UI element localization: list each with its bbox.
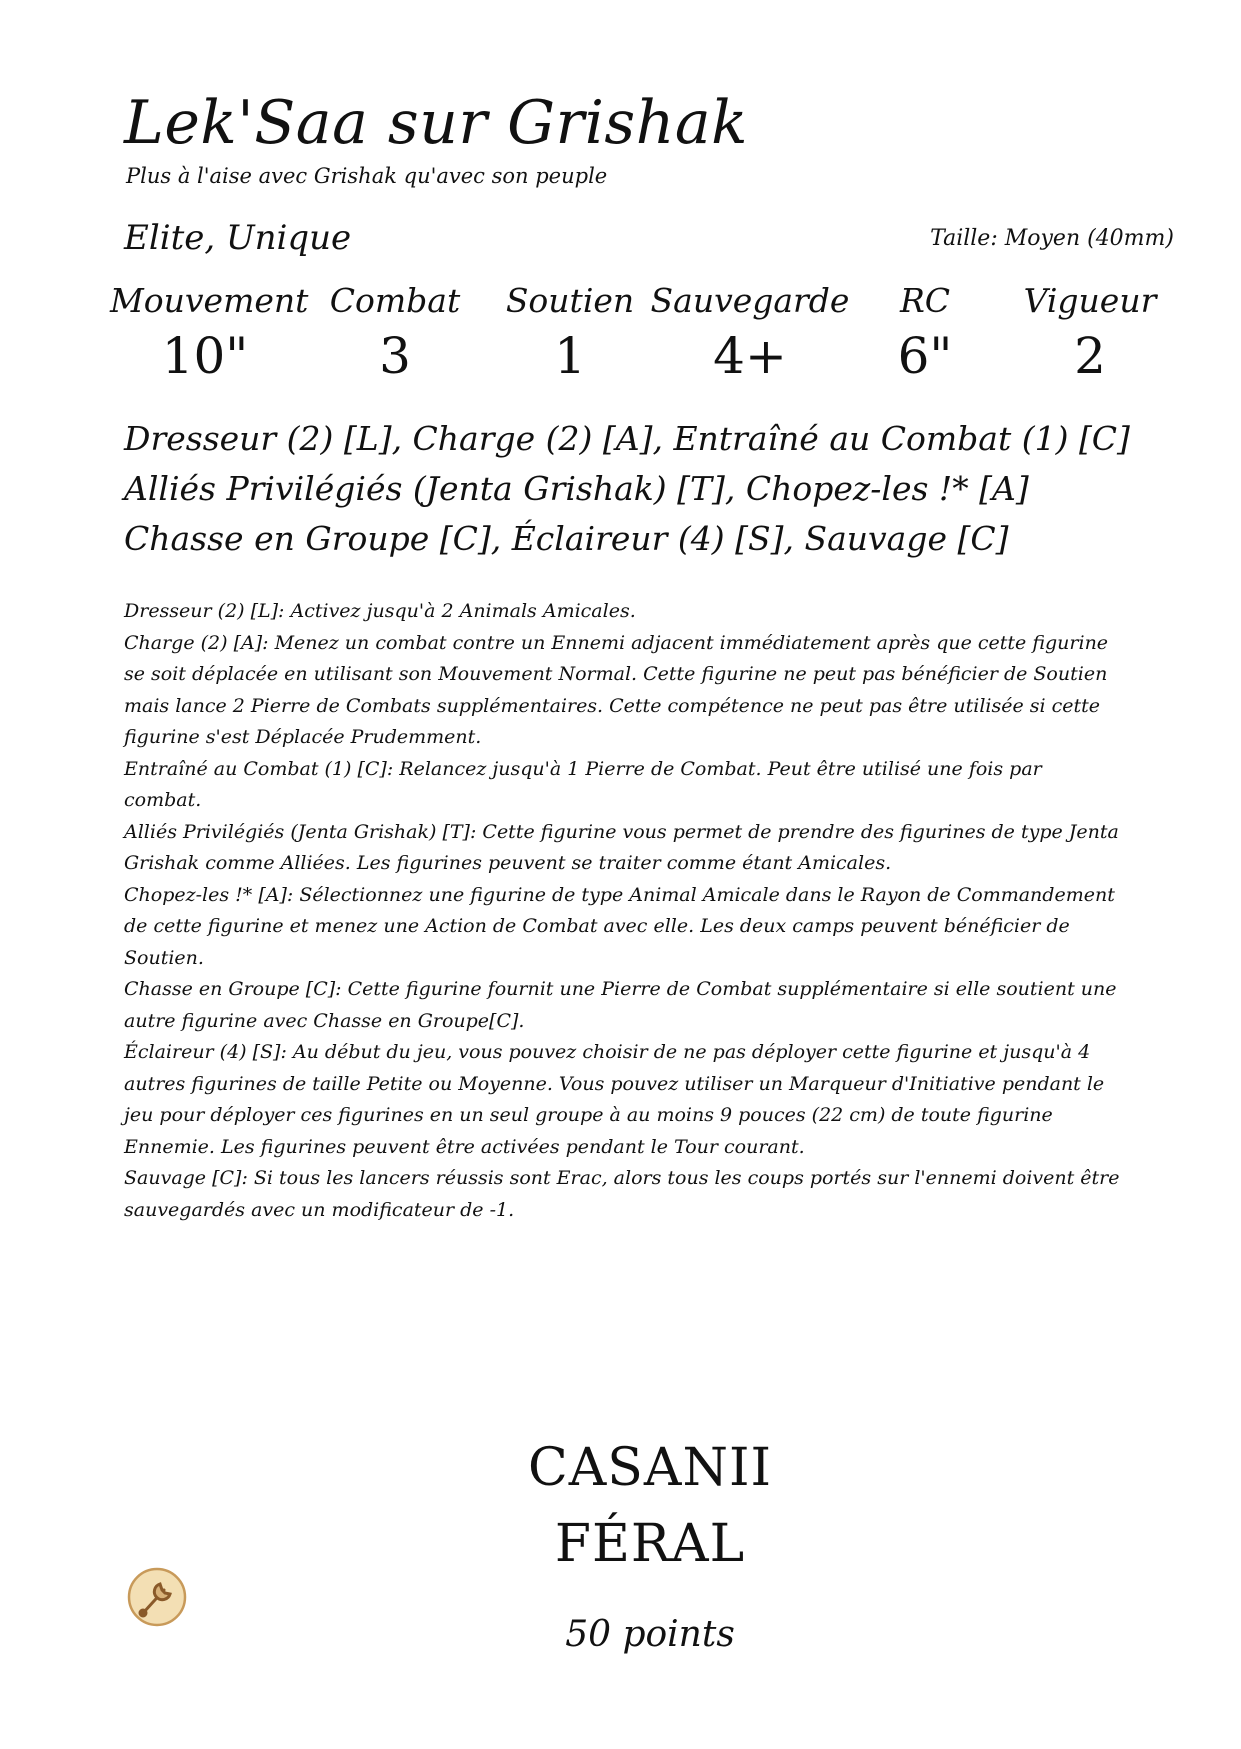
ability-description: Sauvage [C]: Si tous les lancers réussis sont Erac, alors tous les coups portés sur l'ennemi doivent être sauvegardés avec un modificateur de -1.	[124, 1167, 1120, 1221]
unit-size: Taille: Moyen (40mm)	[930, 226, 1174, 251]
ability-descriptions	[124, 596, 1124, 1226]
ability-line: Alliés Privilégiés (Jenta Grishak) [T], Chopez-les !* [A]	[124, 469, 1029, 508]
stat-value: 2	[1074, 327, 1106, 385]
ability-line: Dresseur (2) [L], Charge (2) [A], Entraîné au Combat (1) [C]	[124, 419, 1130, 458]
stat-value: 3	[379, 327, 411, 385]
unit-rank: Elite, Unique	[124, 218, 352, 258]
stat-value: 6"	[897, 327, 953, 385]
faction-line: FÉRAL	[554, 1514, 746, 1574]
faction-name	[440, 1430, 860, 1582]
stat-label: Vigueur	[1023, 281, 1157, 320]
ability-description: Chopez-les !* [A]: Sélectionnez une figurine de type Animal Amicale dans le Rayon de Commandement de cette figurine et menez une Action de Combat avec elle. Les deux camps peuvent bénéficier de Soutien.	[124, 883, 1115, 969]
stat-value: 10"	[161, 327, 249, 385]
stat-value: 4+	[713, 327, 787, 385]
stat-label: Mouvement	[110, 281, 309, 320]
stat-label: RC	[899, 281, 951, 320]
stat-support	[495, 278, 645, 388]
ability-line: Chasse en Groupe [C], Éclaireur (4) [S], Sauvage [C]	[124, 519, 1009, 558]
stat-block	[110, 278, 1170, 388]
unit-subtitle: Plus à l'aise avec Grishak qu'avec son peuple	[126, 164, 608, 188]
unit-title: Lek'Saa sur Grishak	[124, 88, 748, 158]
ability-description: Éclaireur (4) [S]: Au début du jeu, vous pouvez choisir de ne pas déployer cette figurine et jusqu'à 4 autres figurines de taille Petite ou Moyenne. Vous pouvez utiliser un Marqueur d'Initiative pendant le jeu pour déployer ces figurines en un seul groupe à au moins 9 pouces (22 cm) de toute figurine Ennemie. Les figurines peuvent être activées pendant le Tour courant.	[124, 1041, 1105, 1158]
ability-description: Chasse en Groupe [C]: Cette figurine fournit une Pierre de Combat supplémentaire si elle soutient une autre figurine avec Chasse en Groupe[C].	[124, 978, 1117, 1032]
wrench-emblem-icon	[126, 1566, 188, 1628]
stat-label: Soutien	[505, 281, 635, 320]
stat-combat	[320, 278, 470, 388]
ability-description: Charge (2) [A]: Menez un combat contre un Ennemi adjacent immédiatement après que cette figurine se soit déplacée en utilisant son Mouvement Normal. Cette figurine ne peut pas bénéficier de Soutien mais lance 2 Pierre de Combats supplémentaires. Cette compétence ne peut pas être utilisée si cette figurine s'est Déplacée Prudemment.	[124, 631, 1109, 748]
stat-label: Sauvegarde	[650, 281, 850, 320]
stat-save	[650, 278, 850, 388]
ability-description: Dresseur (2) [L]: Activez jusqu'à 2 Animals Amicales.	[124, 600, 636, 622]
stat-vigor	[1010, 278, 1170, 388]
ability-list	[124, 414, 1130, 564]
ability-description: Entraîné au Combat (1) [C]: Relancez jusqu'à 1 Pierre de Combat. Peut être utilisé une fois par combat.	[124, 757, 1042, 811]
ability-description: Alliés Privilégiés (Jenta Grishak) [T]: Cette figurine vous permet de prendre des figurines de type Jenta Grishak comme Alliées. Les figurines peuvent se traiter comme étant Amicales.	[124, 820, 1119, 874]
points-cost: 50 points	[565, 1614, 735, 1655]
stat-command-range	[875, 278, 975, 388]
faction-line: CASANII	[527, 1438, 773, 1498]
stat-value: 1	[554, 327, 586, 385]
stat-movement	[110, 278, 309, 388]
stat-label: Combat	[329, 281, 461, 320]
